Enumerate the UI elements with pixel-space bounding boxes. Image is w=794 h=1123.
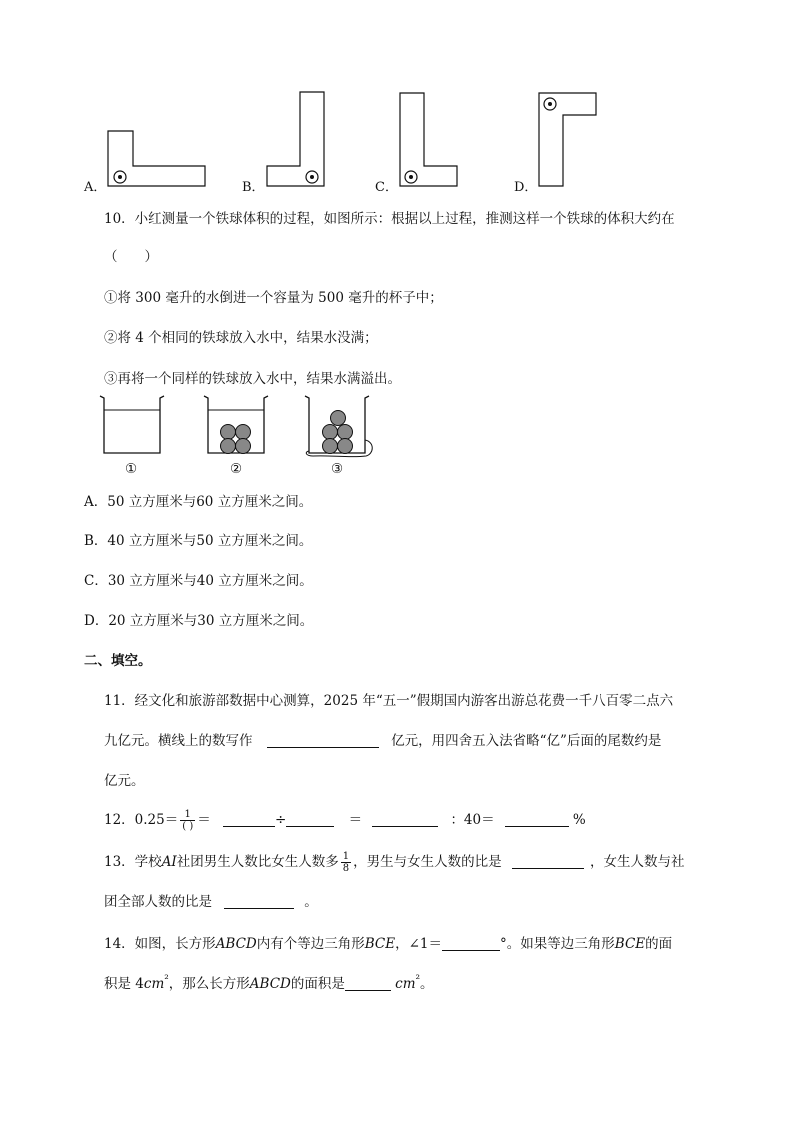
q13-blank-1[interactable] — [512, 854, 584, 869]
beaker-3-figure — [0, 0, 794, 480]
q13-frac-den: 8 — [342, 863, 350, 874]
q12-eq2: ＝ — [348, 812, 363, 828]
q12-prefix: 12．0.25＝ — [104, 812, 179, 828]
q13-line-1 — [104, 850, 684, 874]
q13-text-d: ，女生人数与社 — [589, 854, 685, 870]
q14-abcd: ABCD — [215, 936, 257, 952]
q14-line-1 — [104, 932, 672, 952]
q12-fraction — [180, 809, 195, 832]
q13-ai: AI — [161, 854, 177, 870]
q14-cm: cm — [143, 976, 165, 992]
q13-text-e: 团全部人数的比是 — [104, 894, 212, 910]
q14-text-d: °。如果等边三角形 — [500, 936, 615, 952]
question-12 — [104, 808, 586, 832]
q14-text-a: 14．如图，长方形 — [104, 936, 216, 952]
section-title: 二、填空。 — [84, 653, 152, 669]
q14-text-i: 。 — [420, 976, 434, 992]
q14-text-h: 的面积是 — [290, 976, 345, 992]
q12-div: ÷ — [275, 812, 287, 828]
q12-frac-den: ( ) — [182, 821, 194, 832]
q13-text-b: 社团男生人数比女生人数多 — [176, 854, 339, 870]
q14-text-f: 积是 4 — [104, 976, 144, 992]
q12-blank-2[interactable] — [286, 812, 334, 827]
q11-line-3: 亿元。 — [104, 773, 145, 789]
q13-text-a: 13．学校 — [104, 854, 162, 870]
q12-blank-4[interactable] — [505, 812, 569, 827]
q10-answer-paren: （ ） — [104, 249, 158, 265]
q10-step-3: ③再将一个同样的铁球放入水中，结果水满溢出。 — [104, 371, 401, 387]
q10-choice-b: B．40 立方厘米与50 立方厘米之间。 — [84, 533, 313, 549]
q13-line-2 — [104, 890, 318, 910]
q10-choice-a: A．50 立方厘米与60 立方厘米之间。 — [84, 494, 313, 510]
beaker-3-label: ③ — [331, 461, 344, 477]
q10-step-2: ②将 4 个相同的铁球放入水中，结果水没满； — [104, 330, 378, 346]
q12-blank-3[interactable] — [372, 812, 438, 827]
q14-text-g: ，那么长方形 — [168, 976, 250, 992]
q13-fraction — [341, 851, 351, 874]
q14-blank-1[interactable] — [442, 936, 500, 951]
option-d-label: D． — [514, 180, 538, 195]
q11-line-2 — [104, 729, 661, 749]
q14-text-c: ，∠1＝ — [395, 936, 443, 952]
q10-stem: 10．小红测量一个铁球体积的过程，如图所示：根据以上过程，推测这样一个铁球的体积大约在 — [104, 211, 675, 227]
option-c-label: C． — [375, 180, 398, 195]
beaker-2-label: ② — [230, 461, 243, 477]
q14-bce-2: BCE — [614, 936, 646, 952]
q12-blank-1[interactable] — [223, 812, 275, 827]
q11-text-b: 亿元，用四舍五入法省略“亿”后面的尾数约是 — [391, 733, 662, 749]
q13-frac-num: 1 — [342, 851, 350, 862]
q14-cm-2: cm — [395, 976, 416, 992]
q11-text-a: 九亿元。横线上的数写作 — [104, 733, 253, 749]
q14-text-e: 的面 — [645, 936, 673, 952]
q13-text-c: ，男生与女生人数的比是 — [353, 854, 502, 870]
q10-step-1: ①将 300 毫升的水倒进一个容量为 500 毫升的杯子中； — [104, 290, 443, 306]
q14-line-2 — [104, 972, 434, 992]
q10-choice-d: D．20 立方厘米与30 立方厘米之间。 — [84, 613, 314, 629]
q12-frac-num: 1 — [180, 809, 195, 821]
q12-ratio: ：40＝ — [450, 812, 495, 828]
q14-bce: BCE — [364, 936, 396, 952]
q14-blank-2[interactable] — [345, 976, 391, 991]
q14-abcd-2: ABCD — [249, 976, 291, 992]
q11-line-1: 11．经文化和旅游部数据中心测算，2025 年“五一”假期国内游客出游总花费一千八百零二点六 — [104, 693, 674, 709]
q13-text-f: 。 — [304, 894, 318, 910]
q11-blank-1[interactable] — [267, 733, 379, 748]
q12-eq: ＝ — [197, 812, 211, 828]
q14-text-b: 内有个等边三角形 — [256, 936, 365, 952]
q13-blank-2[interactable] — [224, 894, 294, 909]
q10-choice-c: C．30 立方厘米与40 立方厘米之间。 — [84, 573, 313, 589]
q12-percent: % — [572, 812, 586, 828]
option-b-label: B． — [242, 180, 265, 195]
option-a-label: A． — [84, 180, 107, 195]
q14-sq: ² — [164, 972, 169, 986]
q14-sq-2: ² — [415, 972, 421, 986]
beaker-1-label: ① — [125, 461, 138, 477]
